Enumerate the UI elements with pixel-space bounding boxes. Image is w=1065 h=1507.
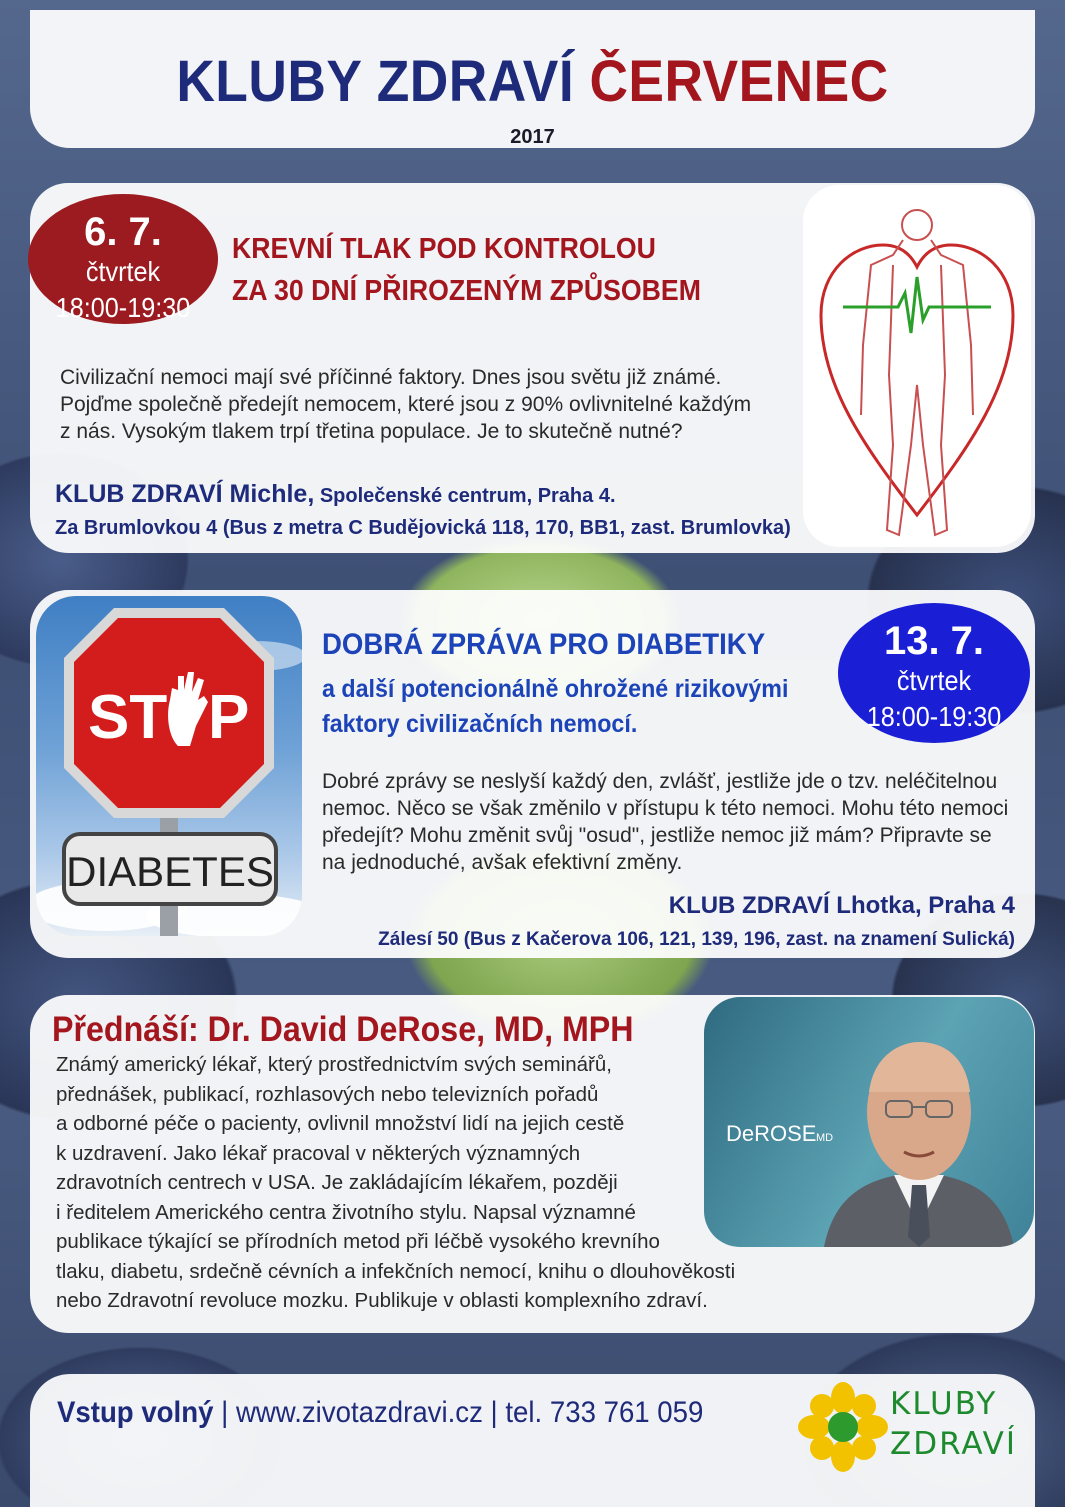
stop-sign-text-left: ST (88, 683, 168, 752)
speaker-bio-line: a odborné péče o pacienty, ovlivnil množství lidí na jejich cestě (56, 1112, 625, 1135)
speaker-bio-line: publikace týkající se přírodních metod při léčbě vysokého krevního (56, 1230, 660, 1253)
stop-diabetes-image (36, 596, 302, 936)
event1-title-line2: ZA 30 DNÍ PŘIROZENÝM ZPŮSOBEM (232, 275, 701, 307)
logo-word-zdravi: ZDRAVÍ (890, 1426, 1017, 1462)
event1-time: 18:00-19:30 (55, 292, 191, 323)
event2-club: KLUB ZDRAVÍ Lhotka, Praha 4 (668, 892, 1015, 919)
stop-sign-text-right: P (208, 683, 250, 752)
phone-number: tel. 733 761 059 (505, 1396, 704, 1429)
speaker-bio-line: i ředitelem Amerického centra životního stylu. Napsal významné (56, 1200, 636, 1224)
speaker-bio-line: Známý americký lékař, který prostřednictvím svých seminářů, (56, 1053, 612, 1076)
event1-desc-line: Pojďme společně předejít nemocem, které jsou z 90% ovlivnitelné každým (60, 393, 752, 416)
page-title (70, 48, 995, 115)
event1-day: čtvrtek (85, 256, 161, 287)
event2-subtitle-line2: faktory civilizačních nemocí. (322, 710, 638, 738)
event2-desc-line: Dobré zprávy se neslyší každý den, zvlášť, jestliže jde o tzv. neléčitelnou (322, 770, 998, 793)
logo-word-kluby: KLUBY (890, 1386, 998, 1422)
year-label: 2017 (510, 126, 555, 148)
event1-date-badge (28, 194, 218, 324)
event1-address: Za Brumlovkou 4 (Bus z metra C Budějovická 118, 170, BB1, zast. Brumlovka) (55, 517, 791, 539)
speaker-bio-line: k uzdravení. Jako lékař pracoval v některých významných (56, 1141, 581, 1165)
separator: | (482, 1396, 506, 1429)
event1-club-name: KLUB ZDRAVÍ Michle, (55, 480, 315, 508)
event2-subtitle (322, 672, 788, 742)
event1-title-line1: KREVNÍ TLAK POD KONTROLOU (232, 233, 656, 265)
kluby-zdravi-logo (798, 1382, 1028, 1472)
diabetes-sign-label: DIABETES (66, 848, 274, 895)
event1-club-place: Společenské centrum, Praha 4. (319, 485, 616, 507)
event1-description (60, 364, 780, 445)
event2-description (322, 768, 1022, 876)
speaker-title: Přednáší: Dr. David DeRose, MD, MPH (52, 1010, 634, 1049)
event1-title (232, 228, 701, 312)
event2-desc-line: předejít? Mohu změnit svůj "osud", jestliže nemoc již mám? Připravte se (322, 824, 992, 847)
event2-address: Zálesí 50 (Bus z Kačerova 106, 121, 139, 196, zast. na znamení Sulická) (378, 929, 1015, 950)
speaker-bio-line: nebo Zdravotní revoluce mozku. Publikuje v oblasti komplexního zdraví. (56, 1289, 708, 1312)
event2-desc-line: na jednoduché, avšak efektivní změny. (322, 851, 683, 874)
website-link[interactable]: www.zivotazdravi.cz (235, 1396, 483, 1429)
title-main: KLUBY ZDRAVÍ (176, 49, 575, 114)
event1-desc-line: z nás. Vysokým tlakem trpí třetina populace. Je to skutečně nutné? (60, 420, 683, 443)
event1-date: 6. 7. (84, 210, 162, 254)
photo-caption-small: MD (816, 1132, 834, 1144)
event2-day: čtvrtek (896, 665, 972, 696)
title-panel (30, 10, 1035, 148)
event2-subtitle-line1: a další potencionálně ohrožené rizikovými (322, 675, 789, 703)
event1-location (55, 478, 791, 544)
separator: | (213, 1396, 236, 1429)
entry-label: Vstup volný (57, 1396, 214, 1429)
event2-date-badge (838, 603, 1030, 743)
event2-date: 13. 7. (883, 619, 985, 663)
footer-contact (57, 1396, 703, 1430)
event2-desc-line: nemoc. Něco se však změnilo v přístupu k této nemoci. Mohu této nemoci (322, 797, 1009, 820)
heart-body-icon (803, 185, 1031, 547)
speaker-bio-line: tlaku, diabetu, srdečně cévních a infekčních nemocí, knihu o dlouhověkosti (56, 1259, 736, 1283)
speaker-bio-line: přednášek, publikací, rozhlasových nebo televizních pořadů (56, 1082, 599, 1106)
event2-title: DOBRÁ ZPRÁVA PRO DIABETIKY (322, 628, 766, 661)
flower-logo-icon (798, 1382, 888, 1472)
speaker-photo (704, 997, 1034, 1247)
speaker-bio-line: zdravotních centrech v USA. Je zakládajícím lékařem, později (56, 1171, 618, 1194)
event1-desc-line: Civilizační nemoci mají své příčinné faktory. Dnes jsou světu již známé. (60, 366, 722, 389)
speaker-bio (56, 1050, 816, 1316)
event2-time: 18:00-19:30 (866, 701, 1002, 732)
title-month: ČERVENEC (589, 49, 889, 114)
photo-caption: DeROSE (726, 1121, 817, 1146)
